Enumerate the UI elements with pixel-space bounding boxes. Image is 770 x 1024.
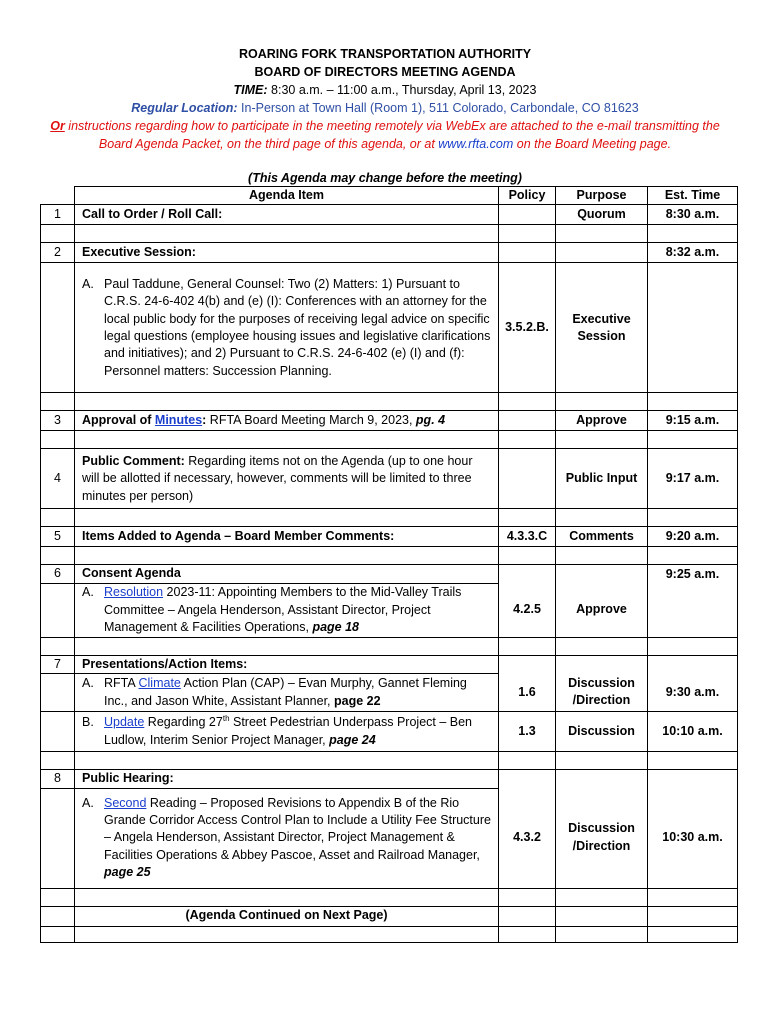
item-text: RFTA Board Meeting March 9, 2023, [206,413,416,428]
purpose-cell: Approve [556,411,648,431]
item-title: Executive Session: [75,243,499,263]
item-title: Presentations/Action Items: [75,655,499,673]
item-number: 8 [41,770,75,788]
item-number: 6 [41,565,75,583]
item-number: 5 [41,527,75,547]
sub-text: Action Plan (CAP) – Evan Murphy, Gannet Fleming Inc., and Jason White, Assistant Planner, [104,676,467,708]
item-title [75,411,499,431]
location-label: Regular Location: [131,101,238,115]
item-number: 1 [41,205,75,225]
spacer-row [41,393,738,411]
sub-label: A. [82,676,94,691]
item-number: 4 [41,449,75,509]
sub-item [75,788,499,888]
purpose-cell [556,655,648,673]
policy-cell: 1.6 [499,674,556,712]
table-row [41,411,738,431]
sub-prefix: RFTA [104,676,139,691]
spacer-row [41,637,738,655]
policy-cell [499,411,556,431]
table-row [41,263,738,393]
purpose-cell: Approve [556,583,648,637]
sub-item [75,712,499,752]
time-cell [648,906,738,926]
table-row [41,655,738,673]
location-value: In-Person at Town Hall (Room 1), 511 Colorado, Carbondale, CO 81623 [237,101,639,115]
header-title: BOARD OF DIRECTORS MEETING AGENDA [254,65,516,79]
number-cell [41,712,75,752]
policy-cell [499,565,556,583]
number-cell [41,906,75,926]
spacer-row [41,431,738,449]
purpose-cell: Public Input [556,449,648,509]
minutes-link[interactable]: Minutes [154,413,203,428]
item-text: Regarding items not on the Agenda (up to one hour will be allotted if necessary, however, comments will be limited to three minutes per person) [82,453,473,503]
number-cell [41,583,75,637]
table-row [41,770,738,788]
approval-label: Approval of [82,413,155,428]
meeting-time [20,81,750,99]
rfta-link[interactable]: www.rfta.com [438,137,514,151]
policy-cell [499,906,556,926]
sub-label: A. [82,795,94,810]
change-note: (This Agenda may change before the meeting) [248,171,522,185]
time-cell: 9:15 a.m. [648,411,738,431]
table-row [41,527,738,547]
sub-label: A. [82,585,94,600]
table-row [41,205,738,225]
header-row [41,187,738,205]
sub-label: B. [82,715,94,730]
item-title: Public Hearing: [75,770,499,788]
resolution-link[interactable]: Resolution [104,585,164,600]
item-number: 3 [41,411,75,431]
time-cell [648,583,738,637]
agenda-table [40,186,738,943]
colon: : [202,413,207,428]
purpose-cell: Discussion /Direction [556,674,648,712]
spacer-row [41,509,738,527]
remote-text: instructions regarding how to participate in the meeting remotely via WebEx are attached to the e-mail transmitting the Board Agenda Packet, on the third page of this agenda, or at [64,119,720,151]
purpose-cell: Discussion [556,712,648,752]
purpose-cell: Discussion /Direction [556,788,648,888]
col-agenda-item: Agenda Item [75,187,499,205]
policy-cell: 4.2.5 [499,583,556,637]
table-row [41,449,738,509]
purpose-cell: Executive Session [556,263,648,393]
time-cell [648,655,738,673]
page-ref: page 18 [312,620,359,635]
policy-cell [499,243,556,263]
item-title [75,449,499,509]
continued-note: (Agenda Continued on Next Page) [75,906,499,926]
spacer-row [41,225,738,243]
time-value: 8:30 a.m. – 11:00 a.m., Thursday, April 13, 2023 [267,83,537,97]
policy-cell [499,655,556,673]
time-cell [648,770,738,788]
col-time: Est. Time [648,187,738,205]
blank-cell [41,187,75,205]
policy-cell: 1.3 [499,712,556,752]
item-number: 7 [41,655,75,673]
spacer-row [41,926,738,942]
second-link[interactable]: Second [104,795,147,810]
purpose-cell [556,243,648,263]
table-row [41,565,738,583]
purpose-cell [556,770,648,788]
time-cell: 10:30 a.m. [648,788,738,888]
meeting-location [20,99,750,117]
sub-text: Reading – Proposed Revisions to Appendix B of the Rio Grande Corridor Access Control Plan to Include a Utility Fee Structure – Angela Henderson, Assistant Director, Project Management & Facilities Operations & Abbey Pascoe, Asset and Railroad Manager, [104,795,491,862]
time-cell [648,263,738,393]
policy-cell: 3.5.2.B. [499,263,556,393]
item-title: Call to Order / Roll Call: [75,205,499,225]
sub-text: 2023-11: Appointing Members to the Mid-Valley Trails Committee – Angela Henderson, Assistant Director, Project Management & Facilities Operations, [104,585,462,635]
table-row [41,583,738,637]
update-link[interactable]: Update [104,715,145,730]
page-ref: page 25 [104,865,151,880]
number-cell [41,674,75,712]
public-comment-label: Public Comment: [82,453,185,468]
time-cell: 9:25 a.m. [648,565,738,583]
table-row [41,674,738,712]
remote-instructions [48,117,722,153]
col-policy: Policy [499,187,556,205]
sub-text: Regarding 27 [144,715,223,730]
time-cell: 9:20 a.m. [648,527,738,547]
purpose-cell [556,565,648,583]
remote-tail: on the Board Meeting page. [513,137,672,151]
page-ref: page 24 [329,732,376,747]
sub-text: Paul Taddune, General Counsel: Two (2) Matters: 1) Pursuant to C.R.S. 24-6-402 4(b) and (e) (I): Conferences with an attorney for the local public body for the purposes of receiving legal advice on specific legal questions (employee housing issues and legislative clarifications and initiatives); and 2) Pursuant to C.R.S. 24-6-402 (e) (I) and (f): Personnel matters: Succession Planning. [104,276,491,378]
purpose-cell: Quorum [556,205,648,225]
header-org: ROARING FORK TRANSPORTATION AUTHORITY [238,47,532,61]
sub-label: A. [82,276,94,291]
policy-cell [499,770,556,788]
spacer-row [41,752,738,770]
item-title: Items Added to Agenda – Board Member Comments: [75,527,499,547]
time-cell: 8:30 a.m. [648,205,738,225]
time-cell: 8:32 a.m. [648,243,738,263]
page-ref: page 22 [334,693,381,708]
time-label: TIME: [233,83,268,97]
table-row [41,712,738,752]
policy-cell: 4.3.3.C [499,527,556,547]
continued-row [41,906,738,926]
item-title: Consent Agenda [75,565,499,583]
purpose-cell: Comments [556,527,648,547]
page-ref: pg. 4 [415,413,446,428]
purpose-cell [556,906,648,926]
or-word: Or [50,119,65,133]
sub-item [75,583,499,637]
sub-text-cont: Street Pedestrian Underpass Project – Ben Ludlow, Interim Senior Project Manager, [104,715,473,747]
number-cell [41,263,75,393]
time-cell: 10:10 a.m. [648,712,738,752]
sub-item [75,263,499,393]
ordinal-suffix: th [222,714,230,724]
time-cell: 9:17 a.m. [648,449,738,509]
number-cell [41,788,75,888]
climate-link[interactable]: Climate [138,676,181,691]
spacer-row [41,888,738,906]
time-cell: 9:30 a.m. [648,674,738,712]
table-row [41,243,738,263]
col-purpose: Purpose [556,187,648,205]
spacer-row [41,547,738,565]
sub-item [75,674,499,712]
policy-cell: 4.3.2 [499,788,556,888]
item-number: 2 [41,243,75,263]
policy-cell [499,205,556,225]
table-row [41,788,738,888]
policy-cell [499,449,556,509]
